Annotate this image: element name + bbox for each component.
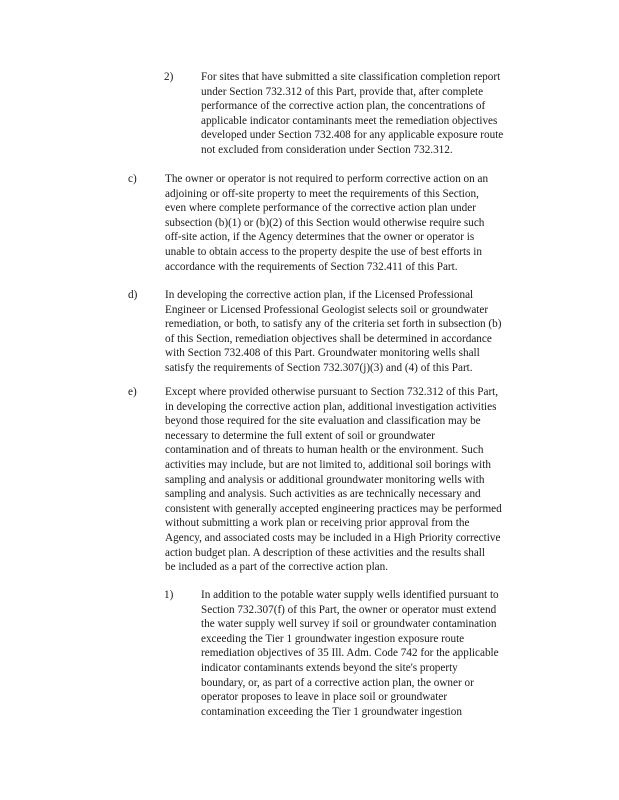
text-line: In addition to the potable water supply wells identified pursuant to — [201, 589, 499, 601]
text-line: without submitting a work plan or receiving prior approval from the — [165, 517, 470, 530]
section-text — [165, 288, 501, 376]
text-line: operator proposes to leave in place soil or groundwater — [201, 691, 448, 704]
section-text — [165, 172, 488, 274]
text-line: In developing the corrective action plan, if the Licensed Professional — [165, 289, 474, 301]
text-line: be included as a part of the corrective action plan. — [165, 561, 389, 574]
text-line: satisfy the requirements of Section 732.307(j)(3) and (4) of this Part. — [165, 361, 473, 374]
text-line: Engineer or Licensed Professional Geologist selects soil or groundwater — [165, 303, 489, 316]
text-line: not excluded from consideration under Section 732.312. — [201, 143, 453, 156]
text-line: The owner or operator is not required to perform corrective action on an — [165, 173, 489, 185]
text-line: activities may include, but are not limited to, additional soil borings with — [165, 458, 491, 471]
text-line: applicable indicator contaminants meet the remediation objectives — [201, 114, 498, 127]
text-line: off-site action, if the Agency determines that the owner or operator is — [165, 231, 475, 244]
section-text — [201, 588, 499, 719]
section-marker: c) — [128, 173, 137, 185]
text-line: adjoining or off-site property to meet the requirements of this Section, — [165, 187, 479, 200]
text-line: action budget plan. A description of these activities and the results shall — [165, 546, 486, 559]
text-line: contamination exceeding the Tier 1 groundwater ingestion — [201, 705, 462, 718]
text-line: boundary, or, as part of a corrective action plan, the owner or — [201, 676, 474, 689]
text-line: Agency, and associated costs may be included in a High Priority corrective — [165, 531, 501, 544]
text-line: beyond those required for the site evaluation and classification may be — [165, 415, 481, 428]
text-line: under Section 732.312 of this Part, provide that, after complete — [201, 85, 484, 98]
text-line: sampling and analysis. Such activities as are technically necessary and — [165, 488, 481, 501]
text-line: subsection (b)(1) or (b)(2) of this Section would otherwise require such — [165, 216, 485, 229]
text-line: exceeding the Tier 1 groundwater ingestion exposure route — [201, 632, 465, 645]
text-line: performance of the corrective action plan, the concentrations of — [201, 100, 486, 113]
section-text — [201, 70, 503, 158]
text-line: the water supply well survey if soil or groundwater contamination — [201, 618, 497, 631]
text-line: sampling and analysis or additional groundwater monitoring wells with — [165, 473, 485, 486]
text-line: remediation objectives of 35 Ill. Adm. Code 742 for the applicable — [201, 647, 499, 660]
text-line: with Section 732.408 of this Part. Groundwater monitoring wells shall — [165, 347, 480, 360]
text-line: unable to obtain access to the property despite the use of best efforts in — [165, 245, 482, 258]
section-marker: e) — [128, 386, 137, 398]
section-marker: d) — [128, 289, 138, 301]
text-line: necessary to determine the full extent of soil or groundwater — [165, 429, 435, 442]
text-line: Except where provided otherwise pursuant to Section 732.312 of this Part, — [165, 386, 499, 398]
text-line: developed under Section 732.408 for any applicable exposure route — [201, 129, 504, 142]
text-line: remediation, or both, to satisfy any of the criteria set forth in subsection (b) — [165, 318, 502, 331]
section-text — [165, 385, 502, 575]
text-line: in developing the corrective action plan, additional investigation activities — [165, 400, 497, 413]
text-line: Section 732.307(f) of this Part, the owner or operator must extend — [201, 603, 497, 616]
text-line: even where complete performance of the corrective action plan under — [165, 202, 476, 215]
section-marker: 2) — [164, 71, 174, 83]
text-line: contamination and of threats to human health or the environment. Such — [165, 444, 484, 457]
text-line: accordance with the requirements of Section 732.411 of this Part. — [165, 260, 458, 273]
text-line: For sites that have submitted a site classification completion report — [201, 71, 501, 83]
section-marker: 1) — [164, 589, 174, 601]
text-line: indicator contaminants extends beyond the site's property — [201, 661, 458, 674]
text-line: of this Section, remediation objectives shall be determined in accordance — [165, 332, 492, 345]
text-line: consistent with generally accepted engineering practices may be performed — [165, 502, 502, 515]
